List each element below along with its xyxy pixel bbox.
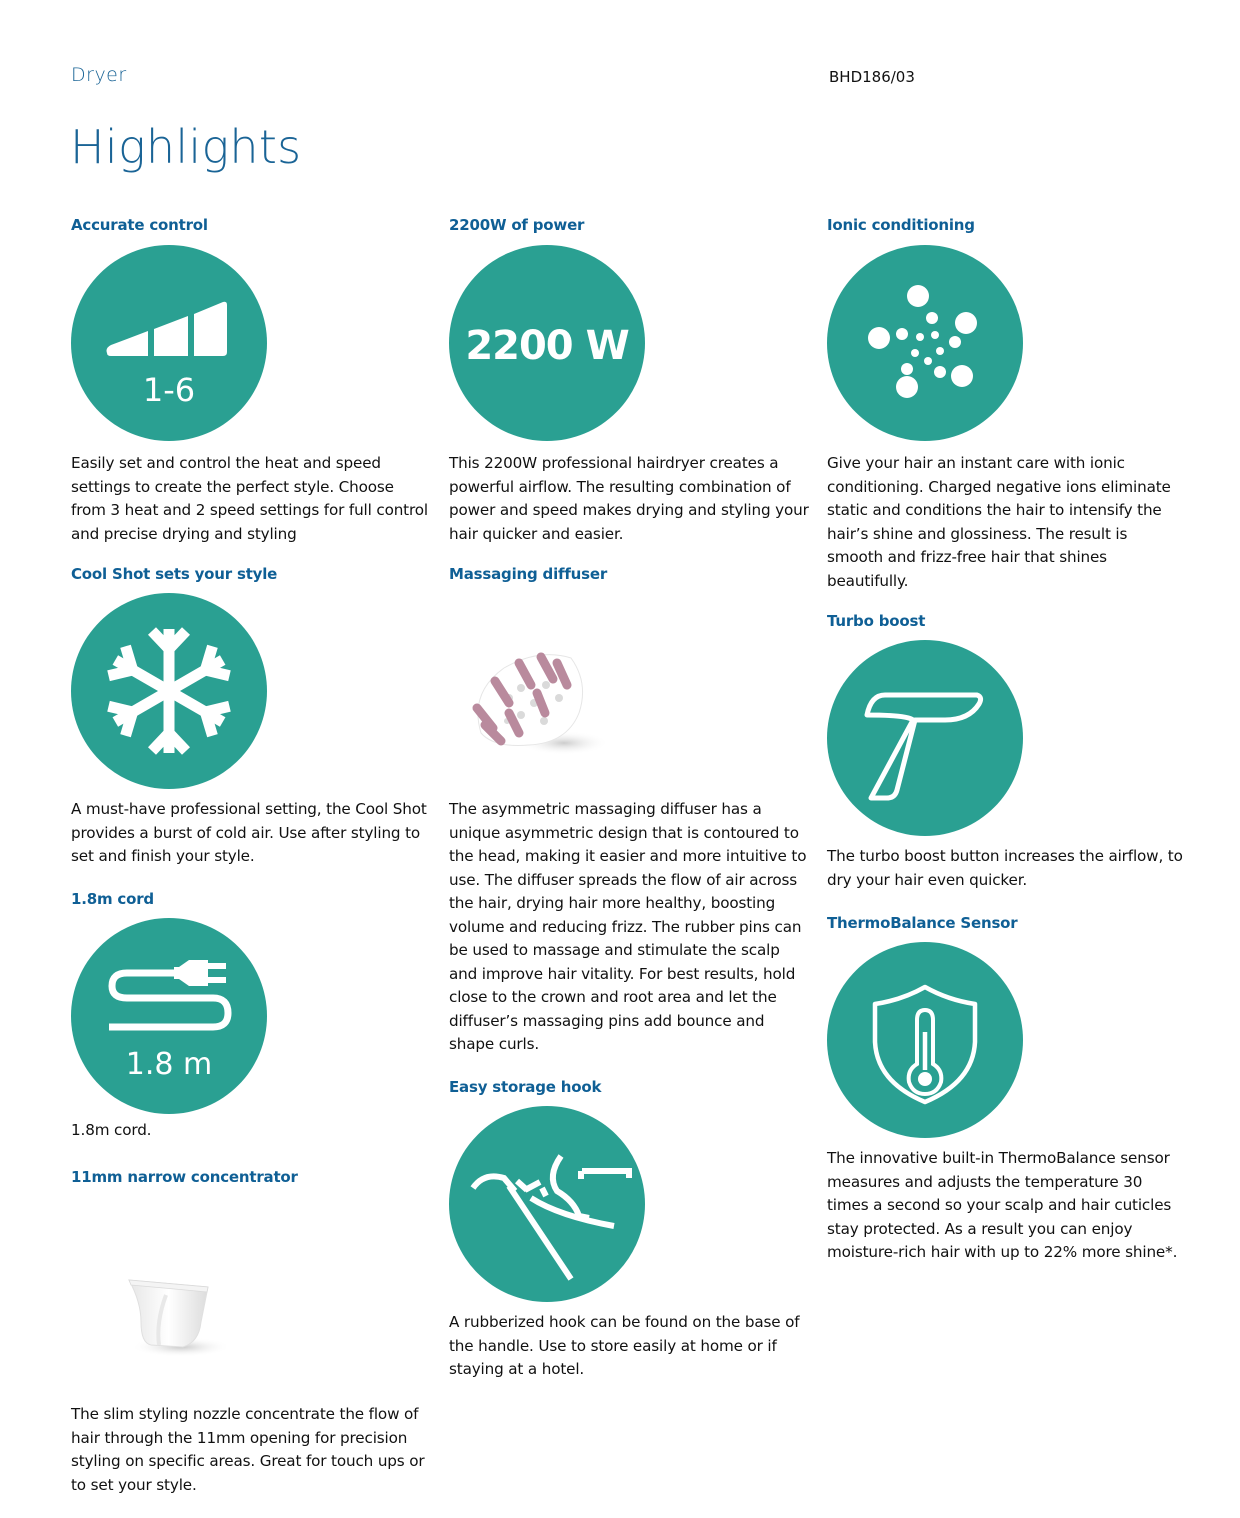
feature-heading: 1.8m cord (71, 890, 154, 908)
feature-heading: 11mm narrow concentrator (71, 1168, 298, 1186)
icon-label: 1-6 (142, 371, 196, 409)
feature-turbo-boost (827, 611, 1187, 892)
category-label: Dryer (71, 64, 127, 86)
feature-heading: Turbo boost (827, 612, 926, 630)
feature-description: Give your hair an instant care with ionic conditioning. Charged negative ions eliminate static and conditions the hair to intensify the hair’s shine and glossiness. The result is smooth and frizz-free hair that shines beautifully. (827, 454, 1171, 590)
page-title: Highlights (70, 120, 302, 174)
feature-heading: ThermoBalance Sensor (827, 914, 1018, 932)
feature-heading: Accurate control (71, 216, 208, 234)
ions-icon (827, 245, 1023, 441)
feature-description: This 2200W professional hairdryer creates a powerful airflow. The resulting combination of power and speed makes drying and styling your hair quicker and easier. (449, 454, 809, 543)
feature-description: The slim styling nozzle concentrate the flow of hair through the 11mm opening for precision styling on specific areas. Great for touch ups or to set your style. (71, 1405, 425, 1494)
feature-description: The asymmetric massaging diffuser has a unique asymmetric design that is contoured to the head, making it easier and more intuitive to use. The diffuser spreads the flow of air across the hair, drying hair more healthy, boosting volume and reducing frizz. The rubber pins can be used to massage and stimulate the scalp and improve hair vitality. For best results, hold close to the crown and root area and let the diffuser’s massaging pins add bounce and shape curls. (449, 800, 807, 1053)
feature-cord (71, 889, 431, 1143)
icon-label: 1.8 m (125, 1047, 213, 1082)
model-number: BHD186/03 (829, 68, 915, 86)
feature-heading: Ionic conditioning (827, 216, 975, 234)
feature-heading: Cool Shot sets your style (71, 565, 278, 583)
snowflake-icon (71, 593, 267, 789)
feature-description: 1.8m cord. (71, 1121, 152, 1139)
feature-thermobalance (827, 913, 1187, 1265)
signal-bars-icon (71, 245, 267, 441)
power-rating-icon (449, 245, 645, 441)
concentrator-photo (71, 1197, 267, 1393)
shield-thermometer-icon (827, 942, 1023, 1138)
feature-description: A rubberized hook can be found on the base of the handle. Use to store easily at home or if staying at a hotel. (449, 1313, 800, 1378)
icon-label: 2200 W (465, 323, 629, 369)
feature-heading: Easy storage hook (449, 1078, 602, 1096)
feature-description: Easily set and control the heat and speed settings to create the perfect style. Choose from 3 heat and 2 speed settings for full control and precise drying and styling (71, 454, 428, 543)
turbo-t-icon (827, 640, 1023, 836)
feature-cool-shot (71, 564, 431, 869)
feature-storage-hook (449, 1077, 809, 1382)
feature-ionic-conditioning (827, 215, 1187, 593)
feature-concentrator (71, 1167, 431, 1497)
feature-heading: 2200W of power (449, 216, 585, 234)
feature-accurate-control (71, 215, 431, 546)
feature-description: The turbo boost button increases the airflow, to dry your hair even quicker. (827, 847, 1183, 889)
feature-description: The innovative built-in ThermoBalance sensor measures and adjusts the temperature 30 times a second so your scalp and hair cuticles stay protected. As a result you can enjoy moisture-rich hair with up to 22% more shine*. (827, 1149, 1178, 1261)
feature-heading: Massaging diffuser (449, 565, 608, 583)
hook-icon (449, 1106, 645, 1302)
feature-power (449, 215, 809, 546)
power-cord-icon (71, 918, 267, 1114)
diffuser-photo (449, 593, 645, 789)
feature-description: A must-have professional setting, the Cool Shot provides a burst of cold air. Use after styling to set and finish your style. (71, 800, 427, 865)
feature-massaging-diffuser (449, 564, 809, 1057)
